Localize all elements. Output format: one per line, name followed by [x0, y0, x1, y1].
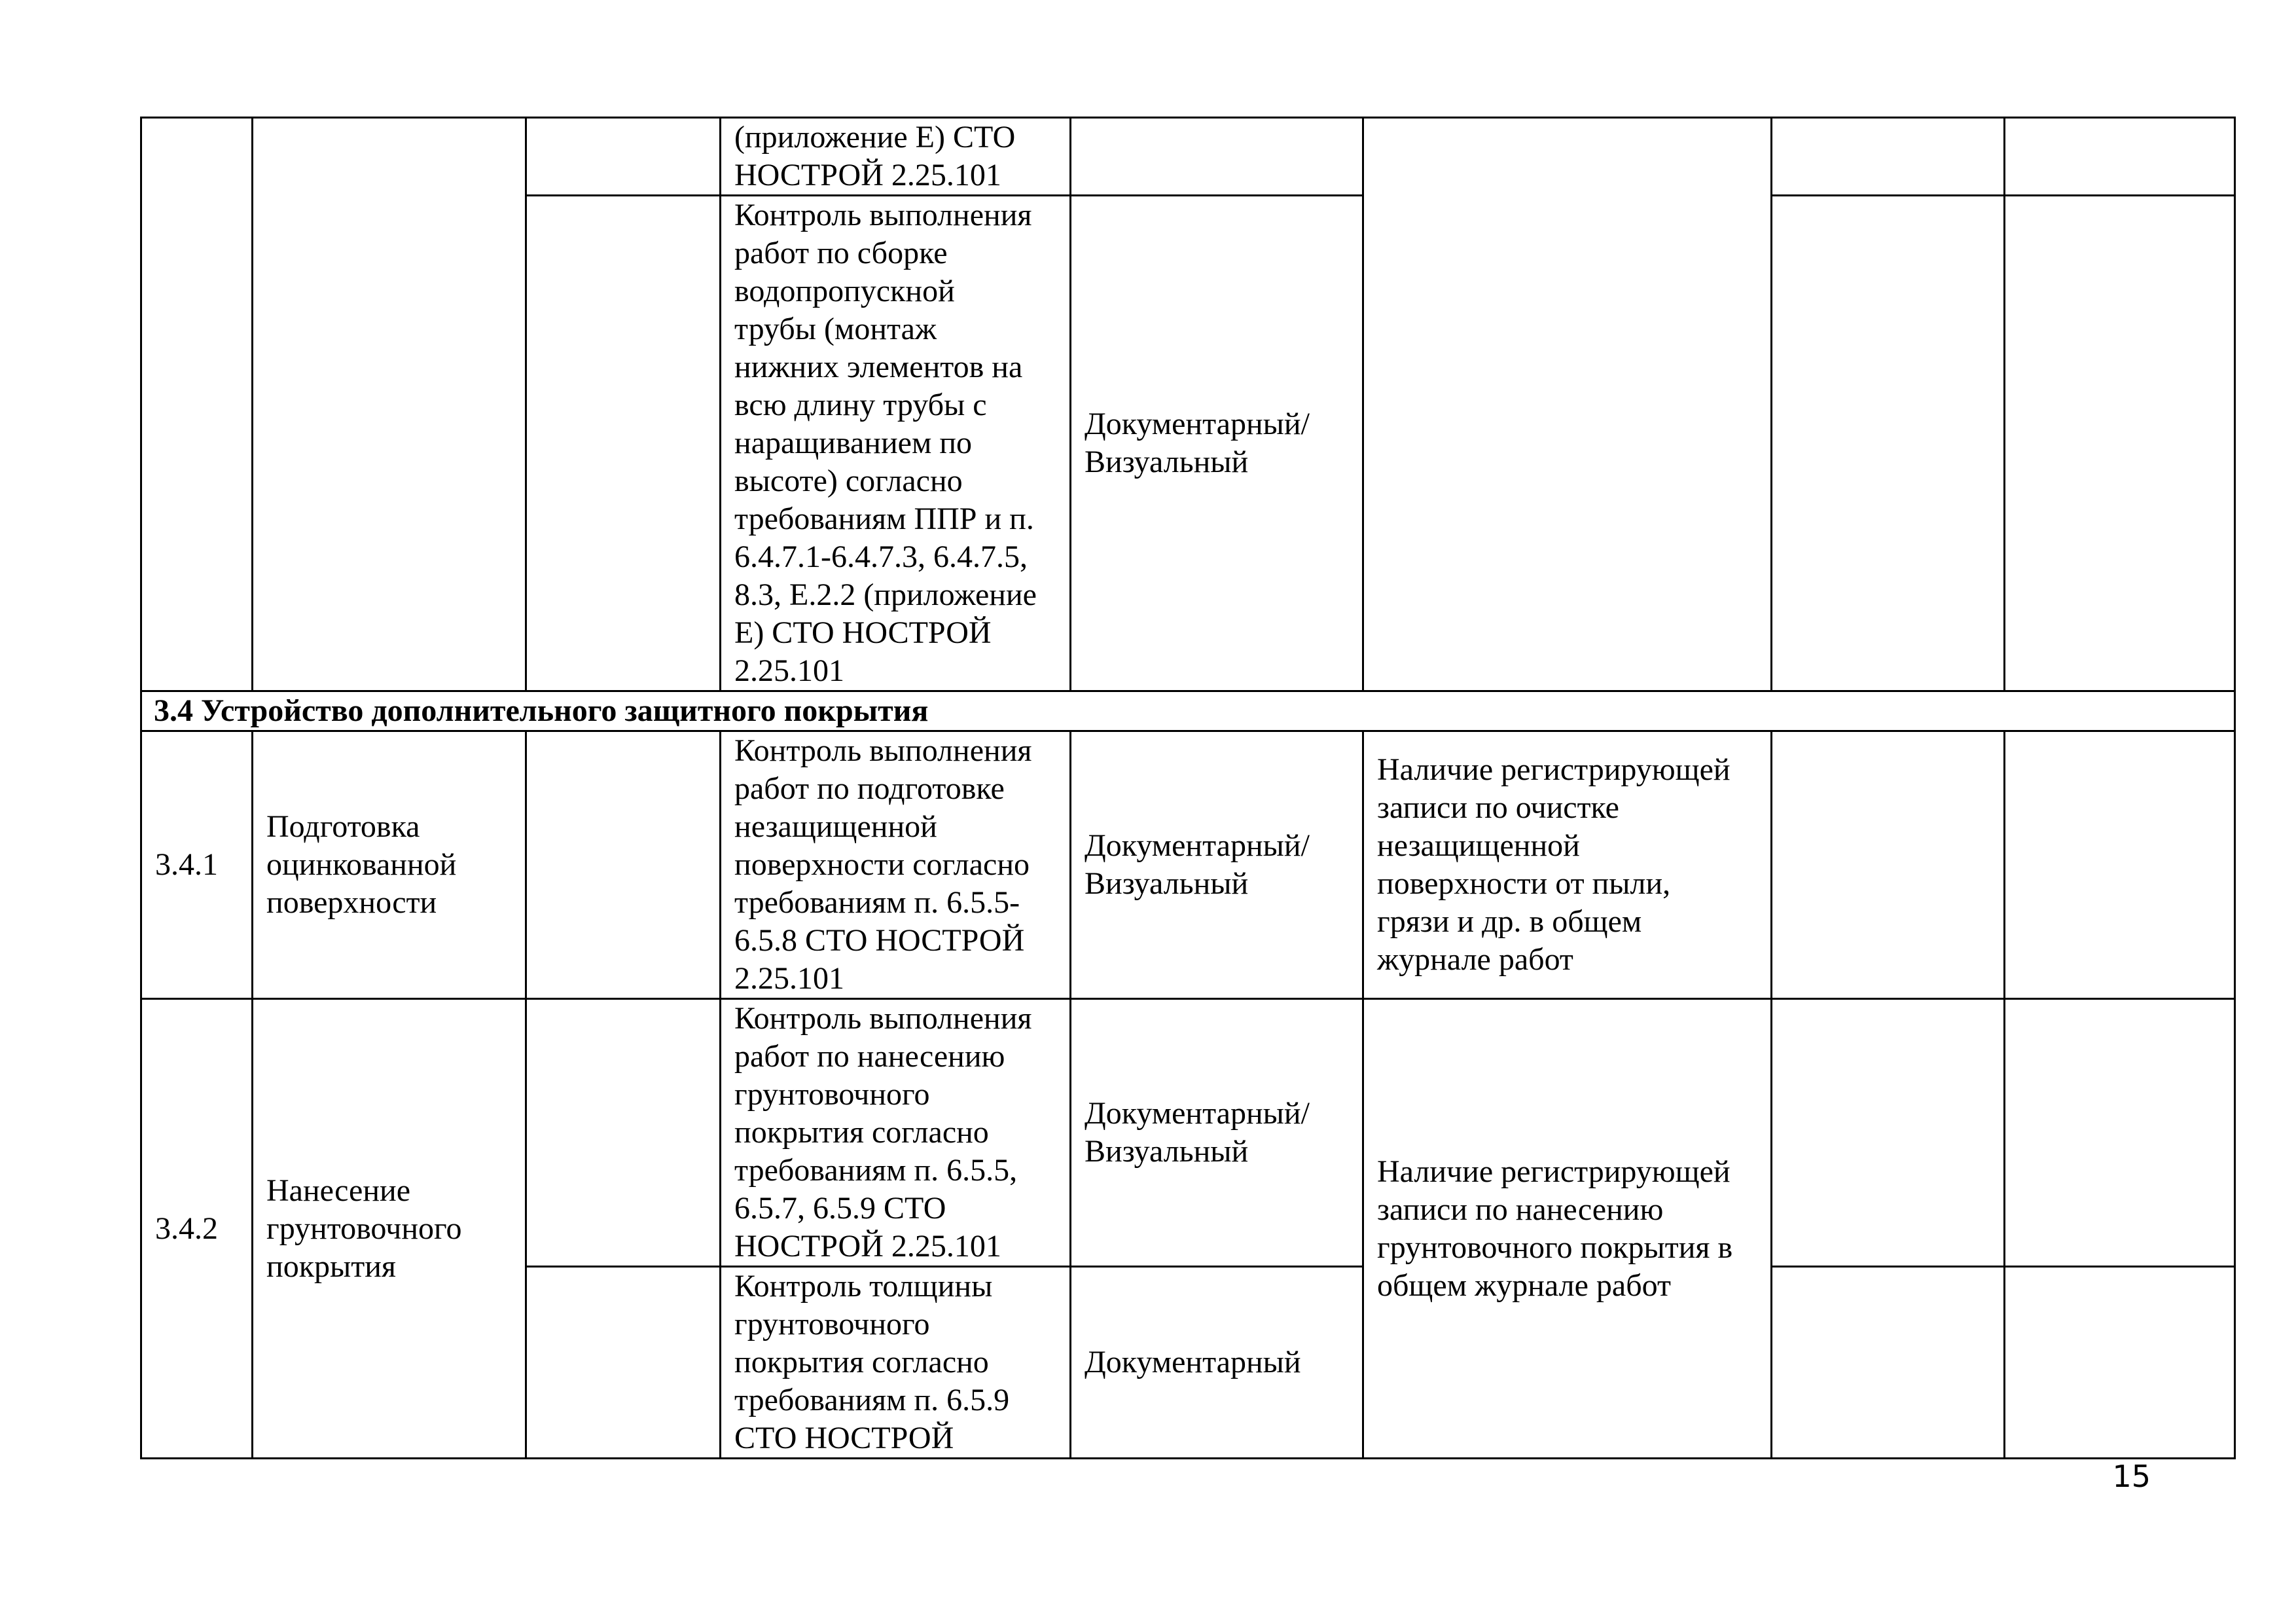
evidence-cell	[1363, 731, 1772, 999]
empty-cell	[526, 118, 721, 196]
requirement-text: Контроль толщины грунтовочного покрытия согласно требованиям п. 6.5.9 СТО НОСТРОЙ	[734, 1269, 1010, 1455]
empty-cell	[2005, 196, 2235, 691]
empty-cell	[526, 731, 721, 999]
requirement-text: Контроль выполнения работ по сборке водопропускной трубы (монтаж нижних элементов на всю длину трубы с наращиванием по высоте) согласно требованиям ППР и п. 6.4.7.1-6.4.7.3, 6.4.7.5, 8.3, Е.2.2 (приложение Е) СТО НОСТРОЙ 2.25.101	[734, 198, 1037, 688]
empty-cell	[2005, 118, 2235, 196]
work-name-cell	[253, 118, 526, 691]
empty-cell	[1772, 118, 2005, 196]
table-row	[141, 999, 2235, 1267]
item-number: 3.4.1	[141, 731, 253, 999]
section-row	[141, 691, 2235, 731]
requirement-text: (приложение Е) СТО НОСТРОЙ 2.25.101	[734, 120, 1016, 192]
empty-cell	[526, 196, 721, 691]
requirement-text: Контроль выполнения работ по подготовке незащищенной поверхности согласно требованиям п. 6.5.5- 6.5.8 СТО НОСТРОЙ 2.25.101	[734, 733, 1032, 996]
method-cell	[1071, 1267, 1363, 1459]
section-heading: 3.4 Устройство дополнительного защитного покрытия	[141, 691, 2235, 731]
empty-cell	[1772, 1267, 2005, 1459]
table-row	[141, 731, 2235, 999]
empty-cell	[526, 1267, 721, 1459]
method-text: Документарный/ Визуальный	[1085, 407, 1310, 479]
empty-cell	[526, 999, 721, 1267]
requirement-cell	[721, 1267, 1071, 1459]
empty-cell	[1772, 196, 2005, 691]
empty-cell	[2005, 731, 2235, 999]
empty-cell	[1772, 731, 2005, 999]
method-text: Документарный/ Визуальный	[1085, 828, 1310, 901]
empty-cell	[2005, 1267, 2235, 1459]
evidence-cell	[1363, 118, 1772, 691]
requirement-cell	[721, 118, 1071, 196]
number-cell	[141, 118, 253, 691]
work-name: Нанесение грунтовочного покрытия	[266, 1173, 462, 1284]
item-number: 3.4.2	[141, 999, 253, 1459]
work-name: Подготовка оцинкованной поверхности	[266, 809, 457, 920]
method-text: Документарный	[1085, 1345, 1301, 1379]
page-number: 15	[2112, 1459, 2151, 1494]
requirement-text: Контроль выполнения работ по нанесению грунтовочного покрытия согласно требованиям п. 6.5.5, 6.5.7, 6.5.9 СТО НОСТРОЙ 2.25.101	[734, 1001, 1032, 1264]
requirement-cell	[721, 731, 1071, 999]
method-cell	[1071, 196, 1363, 691]
evidence-text: Наличие регистрирующей записи по очистке незащищенной поверхности от пыли, грязи и др. в общем журнале работ	[1377, 752, 1731, 977]
method-cell	[1071, 999, 1363, 1267]
method-cell	[1071, 118, 1363, 196]
requirement-cell	[721, 196, 1071, 691]
requirement-cell	[721, 999, 1071, 1267]
evidence-text: Наличие регистрирующей записи по нанесению грунтовочного покрытия в общем журнале работ	[1377, 1154, 1733, 1303]
empty-cell	[1772, 999, 2005, 1267]
work-name-cell	[253, 731, 526, 999]
inspection-table	[140, 117, 2236, 1459]
table-row	[141, 118, 2235, 196]
evidence-cell	[1363, 999, 1772, 1459]
work-name-cell	[253, 999, 526, 1459]
method-text: Документарный/ Визуальный	[1085, 1096, 1310, 1169]
method-cell	[1071, 731, 1363, 999]
empty-cell	[2005, 999, 2235, 1267]
